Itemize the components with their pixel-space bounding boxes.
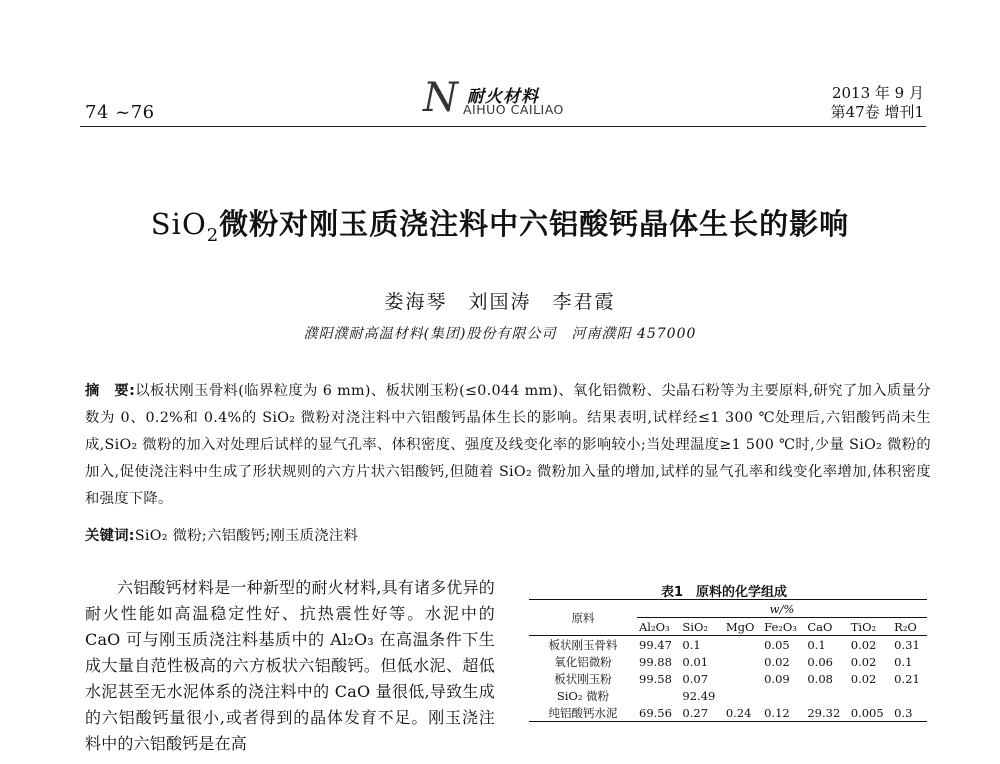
table-cell	[724, 670, 762, 687]
author-list: 娄海琴 刘国涛 李君霞	[384, 291, 616, 313]
table-column-header: SiO₂	[682, 619, 709, 634]
table-cell: 0.06	[807, 654, 833, 669]
table-cell: 0.1	[807, 637, 826, 652]
table-column-header: MgO	[725, 619, 755, 634]
table-row	[529, 704, 927, 722]
table-cell	[637, 687, 680, 704]
table-row-label: 纯铝酸钙水泥	[548, 705, 618, 720]
composition-table	[529, 599, 927, 722]
table-cell: 0.005	[850, 705, 884, 720]
table-column-header: TiO₂	[850, 619, 877, 634]
table-cell: 0.02	[850, 654, 877, 669]
table-cell: 0.1	[682, 637, 701, 652]
table-cell: 0.24	[725, 705, 752, 720]
table-column-header: Al₂O₃	[639, 619, 670, 634]
table-cell	[892, 687, 927, 704]
table-cell	[724, 653, 762, 670]
body-paragraph: 六铝酸钙材料是一种新型的耐火材料,具有诸多优异的耐火性能如高温稳定性好、抗热震性好等。水泥中的 CaO 可与刚玉质浇注料基质中的 Al₂O₃ 在高温条件下生成大量自范性极高的六方板状六铝酸钙。但低水泥、超低水泥甚至无水泥体系的浇注料中的 CaO 量很低,导致生成的六铝酸钙量很小,或者得到的晶体发育不足。刚玉浇注料中的六铝酸钙是在高	[85, 578, 495, 753]
table-row-label: 板状刚玉骨料	[548, 637, 618, 652]
keywords-text: SiO₂ 微粉;六铝酸钙;刚玉质浇注料	[134, 528, 359, 544]
abstract	[85, 378, 931, 513]
table-cell	[849, 687, 892, 704]
table-caption: 表1 原料的化学组成	[660, 585, 788, 600]
issue-date: 2013 年 9 月	[831, 84, 924, 102]
issue-info	[831, 84, 924, 122]
journal-logo-initial: N	[423, 75, 458, 121]
issue-volume: 第47卷 增刊1	[830, 103, 924, 121]
table-cell: 99.58	[639, 671, 672, 686]
table-cell: 0.31	[894, 637, 920, 652]
title-formula: SiO	[150, 207, 207, 241]
table-cell	[762, 687, 805, 704]
table-cell: 92.49	[682, 688, 716, 703]
table-cell	[805, 687, 848, 704]
table-row	[529, 687, 927, 704]
table-row	[529, 653, 927, 670]
abstract-text: 以板状刚玉骨料(临界粒度为 6 mm)、板状刚玉粉(≤0.044 mm)、氧化铝微粉、尖晶石粉等为主要原料,研究了加入质量分数为 0、0.2%和 0.4%的 SiO₂ 微粉对浇注料中六铝酸钙晶体生长的影响。结果表明,试样经≤1 300 ℃处理后,六铝酸钙尚未生成,SiO₂ 微粉的加入对处理后试样的显气孔率、体积密度、强度及线变化率的影响较小;当处理温度≥1 500 ℃时,少量 SiO₂ 微粉的加入,促使浇注料中生成了形状规则的六方片状六铝酸钙,但随着 SiO₂ 微粉加入量的增加,试样的显气孔率和线变化率增加,体积密度和强度下降。	[85, 383, 931, 507]
table-unit: w/%	[637, 600, 927, 618]
table-cell: 0.27	[682, 705, 709, 720]
table-cell: 0.02	[850, 637, 877, 652]
table-cell: 0.05	[764, 637, 790, 652]
table-cell: 0.07	[682, 671, 709, 686]
table-cell: 69.56	[639, 705, 672, 720]
table-cell: 0.02	[850, 671, 877, 686]
table-cell: 0.08	[807, 671, 833, 686]
table-cell: 0.02	[764, 654, 790, 669]
table-cell: 0.1	[894, 654, 913, 669]
journal-name-cn: 耐火材料	[467, 87, 539, 107]
table-body	[529, 636, 927, 722]
page-range: 74 ~76	[85, 102, 155, 123]
table-cell	[724, 636, 762, 654]
table-row	[529, 636, 927, 654]
abstract-label: 摘 要:	[85, 383, 136, 399]
table-row-label: 板状刚玉粉	[554, 671, 612, 686]
table-cell: 0.3	[894, 705, 913, 720]
title-text: 微粉对刚玉质浇注料中六铝酸钙晶体生长的影响	[219, 207, 850, 241]
keywords-label: 关键词:	[85, 528, 135, 544]
table-cell: 0.09	[764, 671, 790, 686]
affiliation: 濮阳濮耐高温材料(集团)股份有限公司 河南濮阳 457000	[303, 326, 697, 342]
table-row-label: SiO₂ 微粉	[556, 688, 610, 703]
keywords	[85, 525, 358, 545]
table-column-header: Fe₂O₃	[764, 619, 797, 634]
table-cell: 29.32	[807, 705, 841, 720]
table-row-header: 原料	[529, 600, 637, 636]
table-column-header: R₂O	[894, 619, 917, 634]
table-cell: 0.12	[764, 705, 790, 720]
table-cell: 99.47	[639, 637, 672, 652]
table-row	[529, 670, 927, 687]
table-row-label: 氧化铝微粉	[554, 654, 612, 669]
table-cell: 0.01	[682, 654, 709, 669]
paper-title	[0, 202, 1000, 246]
table-cell	[724, 687, 762, 704]
table-cell: 0.21	[894, 671, 920, 686]
journal-name-en: AIHUO CAILIAO	[463, 102, 564, 117]
journal-logo	[423, 75, 593, 121]
title-formula-subscript: 2	[206, 224, 220, 246]
header-divider	[80, 126, 926, 127]
table-column-header: CaO	[807, 619, 833, 634]
table-cell: 99.88	[639, 654, 672, 669]
